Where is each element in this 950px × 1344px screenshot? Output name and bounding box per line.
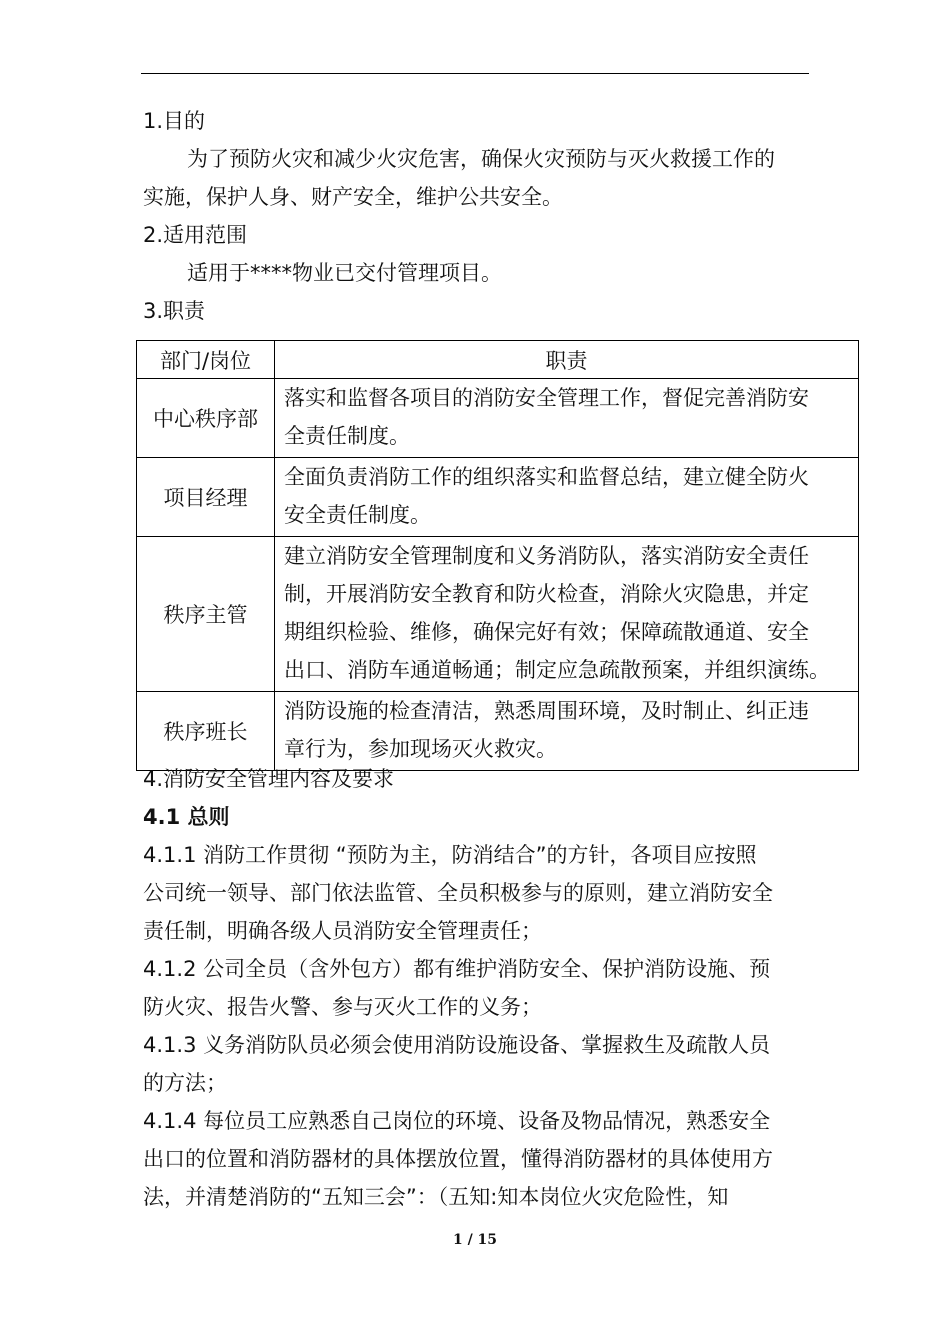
intro-sections bbox=[143, 102, 811, 330]
header-rule bbox=[141, 73, 809, 74]
section-4-1-subtitle: 4.1 总则 bbox=[143, 805, 230, 829]
duty-line: 期组织检验、维修，确保完好有效；保障疏散通道、安全 bbox=[284, 620, 809, 644]
duty-line: 出口、消防车通道畅通；制定应急疏散预案，并组织演练。 bbox=[284, 658, 830, 682]
duty-line: 全责任制度。 bbox=[284, 424, 410, 448]
paragraph-line: 责任制，明确各级人员消防安全管理责任； bbox=[143, 919, 542, 943]
row-duty bbox=[275, 537, 859, 692]
section-3-title: 3.职责 bbox=[143, 299, 206, 323]
duty-line: 建立消防安全管理制度和义务消防队，落实消防安全责任 bbox=[284, 544, 809, 568]
row-dept: 秩序主管 bbox=[137, 537, 275, 692]
section-2-title: 2.适用范围 bbox=[143, 223, 248, 247]
paragraph-line: 法，并清楚消防的“五知三会”：（五知:知本岗位火灾危险性，知 bbox=[143, 1185, 729, 1209]
header-dept: 部门/岗位 bbox=[137, 341, 275, 379]
table-row bbox=[137, 692, 859, 771]
paragraph-line: 公司统一领导、部门依法监管、全员积极参与的原则，建立消防安全 bbox=[143, 881, 773, 905]
row-duty bbox=[275, 379, 859, 458]
page-number: 1 / 15 bbox=[452, 1232, 498, 1248]
row-dept: 中心秩序部 bbox=[137, 379, 275, 458]
table-row bbox=[137, 537, 859, 692]
row-duty bbox=[275, 458, 859, 537]
table-row bbox=[137, 458, 859, 537]
header-duty: 职责 bbox=[275, 341, 859, 379]
paragraph-line: 4.1.2 公司全员（含外包方）都有维护消防安全、保护消防设施、预 bbox=[143, 957, 771, 981]
section-4 bbox=[143, 760, 811, 1216]
paragraph-line: 4.1.3 义务消防队员必须会使用消防设施设备、掌握救生及疏散人员 bbox=[143, 1033, 771, 1057]
duty-line: 全面负责消防工作的组织落实和监督总结，建立健全防火 bbox=[284, 465, 809, 489]
paragraph-line: 防火灾、报告火警、参与灭火工作的义务； bbox=[143, 995, 542, 1019]
table-row bbox=[137, 379, 859, 458]
duty-line: 制，开展消防安全教育和防火检查，消除火灾隐患，并定 bbox=[284, 582, 809, 606]
paragraph-line: 4.1.1 消防工作贯彻 “预防为主，防消结合”的方针，各项目应按照 bbox=[143, 843, 757, 867]
section-1-body-line: 实施，保护人身、财产安全，维护公共安全。 bbox=[143, 185, 563, 209]
table-header-row bbox=[137, 341, 859, 379]
section-4-title: 4.消防安全管理内容及要求 bbox=[143, 767, 395, 791]
row-dept: 项目经理 bbox=[137, 458, 275, 537]
paragraph-line: 出口的位置和消防器材的具体摆放位置，懂得消防器材的具体使用方 bbox=[143, 1147, 773, 1171]
duty-table bbox=[136, 340, 859, 771]
paragraph-line: 4.1.4 每位员工应熟悉自己岗位的环境、设备及物品情况，熟悉安全 bbox=[143, 1109, 771, 1133]
duty-line: 安全责任制度。 bbox=[284, 503, 431, 527]
duty-line: 消防设施的检查清洁，熟悉周围环境，及时制止、纠正违 bbox=[284, 699, 809, 723]
section-2-body: 适用于****物业已交付管理项目。 bbox=[187, 261, 502, 285]
row-duty bbox=[275, 692, 859, 771]
duty-line: 落实和监督各项目的消防安全管理工作，督促完善消防安 bbox=[284, 386, 809, 410]
section-1-title: 1.目的 bbox=[143, 109, 206, 133]
duty-line: 章行为，参加现场灭火救灾。 bbox=[284, 737, 557, 761]
section-1-body-line: 为了预防火灾和减少火灾危害，确保火灾预防与灭火救援工作的 bbox=[187, 147, 775, 171]
paragraph-line: 的方法； bbox=[143, 1071, 227, 1095]
row-dept: 秩序班长 bbox=[137, 692, 275, 771]
